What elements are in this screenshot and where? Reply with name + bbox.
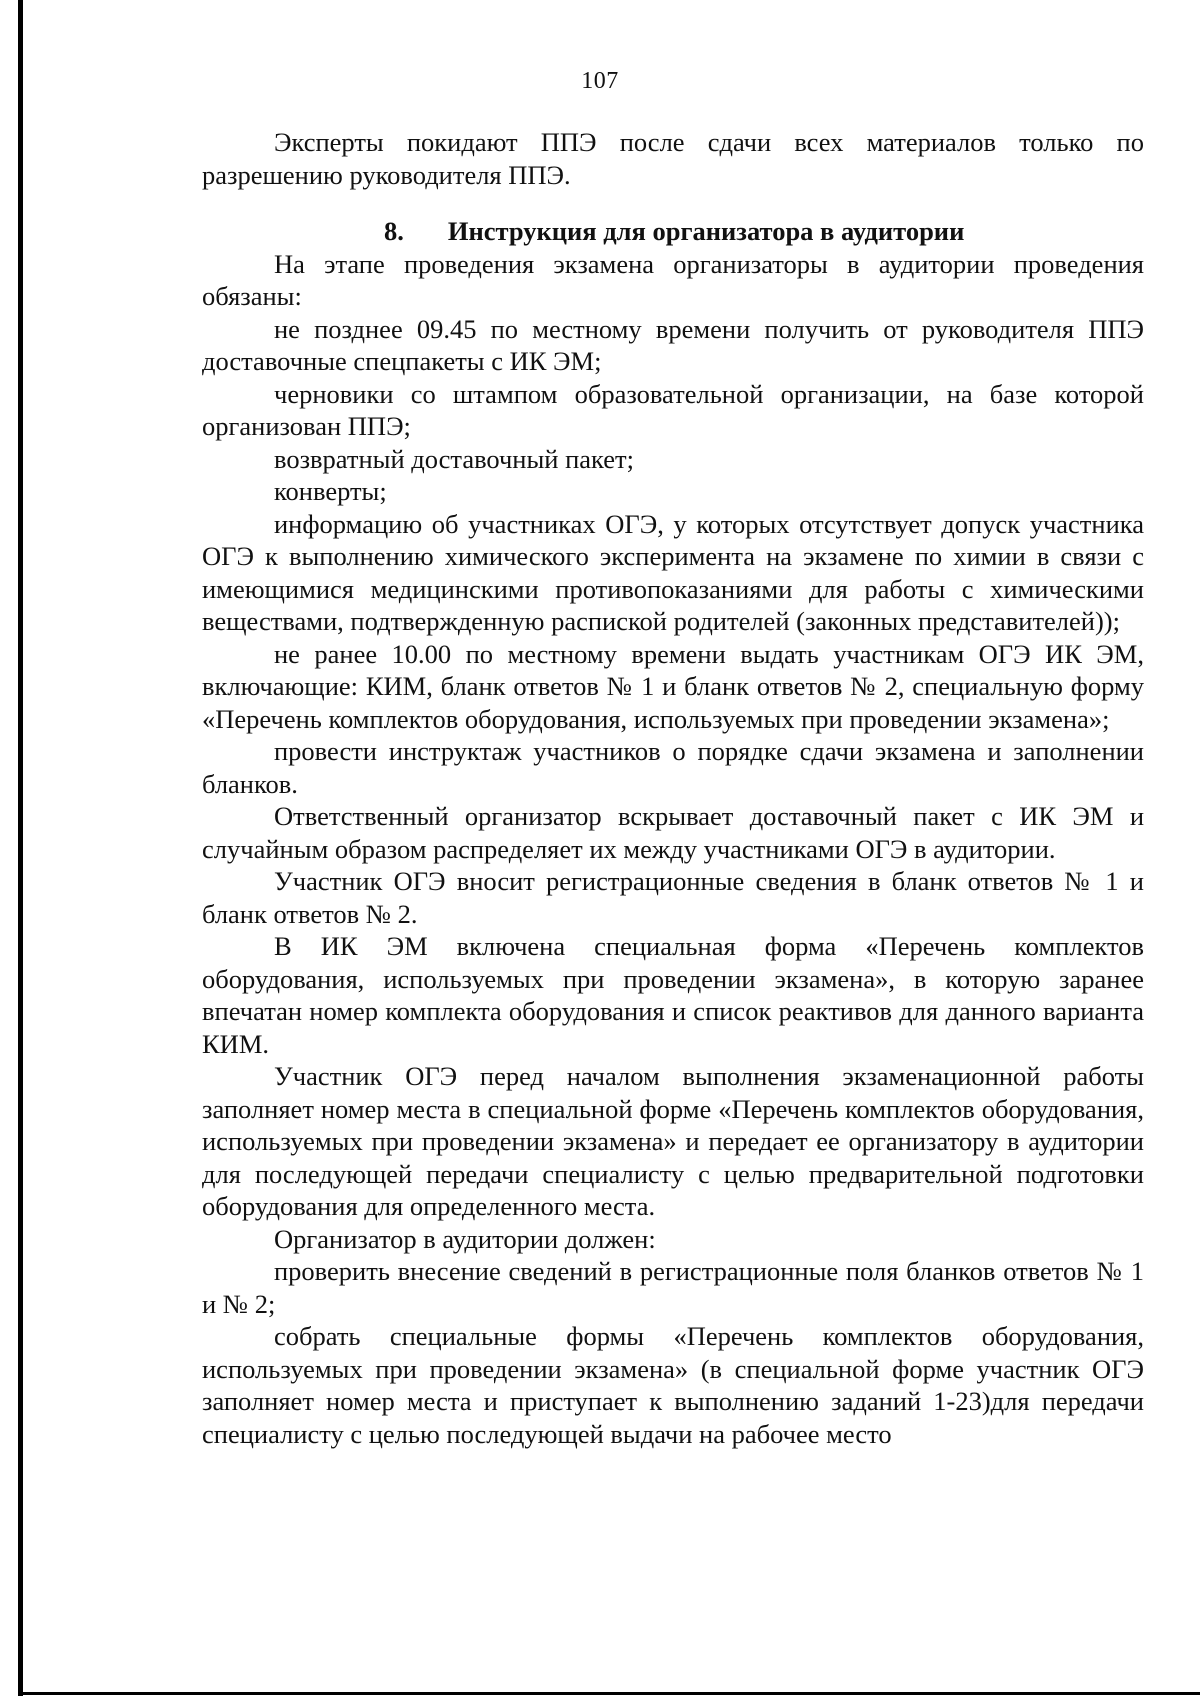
paragraph-briefing: провести инструктаж участников о порядке сдачи экзамена и заполнении бланков. xyxy=(202,736,1144,799)
scan-border-bottom xyxy=(18,1692,1200,1695)
paragraph-registration: Участник ОГЭ вносит регистрационные сведения в бланк ответов № 1 и бланк ответов № 2. xyxy=(202,866,1144,929)
paragraph-collect-forms: собрать специальные формы «Перечень комплектов оборудования, используемых при проведении экзамена» (в специальной форме участник ОГЭ заполняет номер места и приступает к выполнению заданий 1-23)для передачи специалисту с целью последующей выдачи на рабочее место xyxy=(202,1321,1144,1449)
section-heading xyxy=(202,215,1144,248)
intro-paragraph: Эксперты покидают ППЭ после сдачи всех материалов только по разрешению руководителя ППЭ. xyxy=(202,127,1144,190)
paragraph-drafts: черновики со штампом образовательной организации, на базе которой организован ППЭ; xyxy=(202,378,1144,441)
page-number: 107 xyxy=(581,68,619,94)
section-title: Инструкция для организатора в аудитории xyxy=(447,216,965,246)
scan-border-left xyxy=(18,0,23,1696)
paragraph-seat-number: Участник ОГЭ перед началом выполнения экзаменационной работы заполняет номер места в специальной форме «Перечень комплектов оборудования, используемых при проведении экзамена» и передает ее организатору в аудитории для последующей передачи специалисту с целью предварительной подготовки оборудования для определенного места. xyxy=(202,1061,1144,1221)
paragraph-participant-info: информацию об участниках ОГЭ, у которых отсутствует допуск участника ОГЭ к выполнению химического эксперимента на экзамене по химии в связи с имеющимися медицинскими противопоказаниями для работы с химическими веществами, подтвержденную распиской родителей (законных представителей)); xyxy=(202,508,1144,636)
paragraph-check-fields: проверить внесение сведений в регистрационные поля бланков ответов № 1 и № 2; xyxy=(202,1256,1144,1319)
section-number: 8. xyxy=(384,216,404,246)
paragraph-issue-materials: не ранее 10.00 по местному времени выдать участникам ОГЭ ИК ЭМ, включающие: КИМ, бланк ответов № 1 и бланк ответов № 2, специальную форму «Перечень комплектов оборудования, используемых при проведении экзамена»; xyxy=(202,638,1144,734)
paragraph-organizer-must: Организатор в аудитории должен: xyxy=(274,1223,656,1254)
paragraph-open-packet: Ответственный организатор вскрывает доставочный пакет с ИК ЭМ и случайным образом распределяет их между участниками ОГЭ в аудитории. xyxy=(202,801,1144,864)
paragraph-envelopes: конверты; xyxy=(274,476,387,506)
paragraph-return-packet: возвратный доставочный пакет; xyxy=(274,443,634,474)
page-body xyxy=(202,126,1144,1450)
paragraph-receive-packets: не позднее 09.45 по местному времени получить от руководителя ППЭ доставочные спецпакеты с ИК ЭМ; xyxy=(202,313,1144,376)
paragraph-special-form: В ИК ЭМ включена специальная форма «Перечень комплектов оборудования, используемых при проведении экзамена», в которую заранее впечатан номер комплекта оборудования и список реактивов для данного варианта КИМ. xyxy=(202,931,1144,1059)
paragraph-obligations-intro: На этапе проведения экзамена организаторы в аудитории проведения обязаны: xyxy=(202,248,1144,311)
